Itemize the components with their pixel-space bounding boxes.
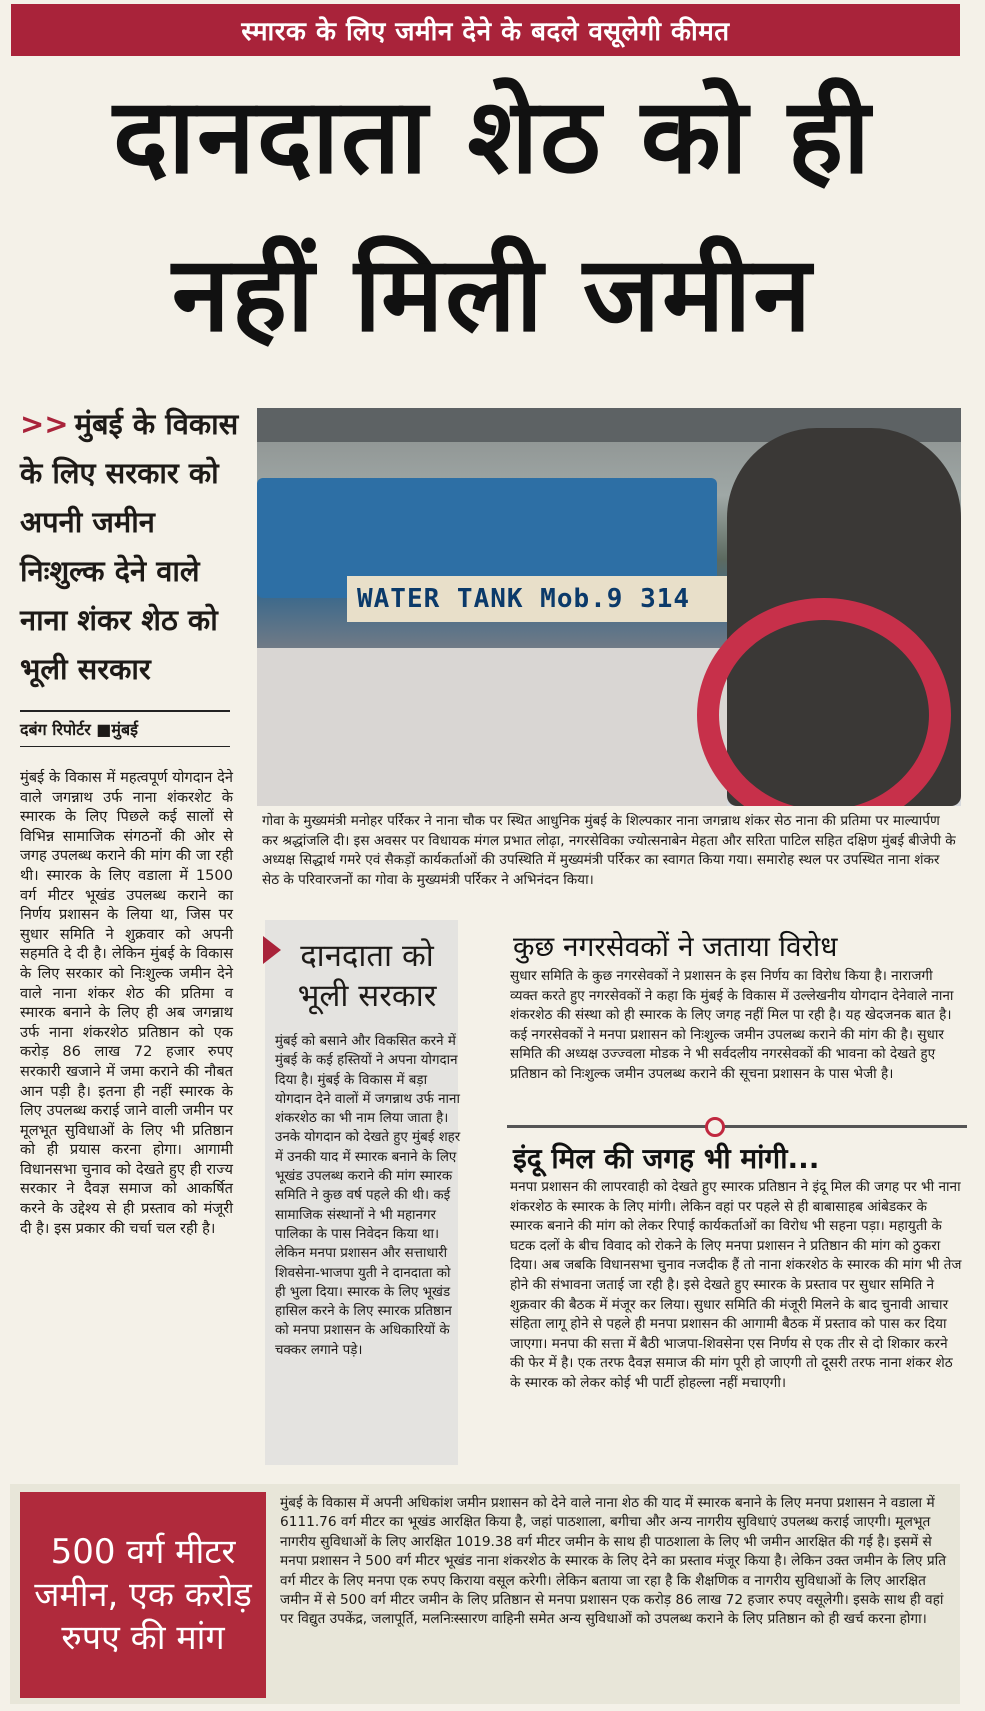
photo-crowd bbox=[257, 648, 727, 806]
bottom-highlight: 500 वर्ग मीटर जमीन, एक करोड़ रुपए की मांग bbox=[20, 1492, 266, 1698]
photo-tank-label: WATER TANK Mob.9 314 bbox=[347, 576, 797, 622]
photo-caption: गोवा के मुख्यमंत्री मनोहर पर्रिकर ने नाना चौक पर स्थित आधुनिक मुंबई के शिल्पकार नाना जगन्नाथ शंकर सेठ नाना की प्रतिमा पर माल्यार्पण कर श्रद्धांजलि दी। इस अवसर पर विधायक मंगल प्रभात लोढ़ा, नगरसेविका ज्योत्सनाबेन मेहता और सरिता पाटिल सहित दक्षिण मुंबई बीजेपी के अध्यक्ष सिद्धार्थ गमरे एवं सैकड़ों कार्यकर्ताओं की उपस्थिति में मुख्यमंत्री पर्रिकर का स्वागत किया गया। समारोह स्थल पर उपस्थित नाना शंकर सेठ के परिवारजनों का गोवा के मुख्यमंत्री पर्रिकर ने अभिनंदन किया। bbox=[262, 813, 956, 888]
section-1-title: कुछ नगरसेवकों ने जताया विरोध bbox=[513, 930, 838, 963]
bottom-body: मुंबई के विकास में अपनी अधिकांश जमीन प्रशासन को देने वाले नाना शेठ की याद में स्मारक बनाने के लिए मनपा प्रशासन ने वडाला में 6111.76 वर्ग मीटर का भूखंड आरक्षित किया है, जहां पाठशाला, बगीचा और अन्य नागरीय सुविधाएं उपलब्ध कराई जाएगी। मूलभूत नागरीय सुविधाओं के लिए आरक्षित 1019.38 वर्ग मीटर जमीन के साथ ही पाठशाला के लिए भी जमीन आरक्षित की गई है। इसमें से मनपा प्रशासन ने 500 वर्ग मीटर भूखंड नाना शंकरशेठ के स्मारक के लिए देने का प्रस्ताव मंजूर किया है। लेकिन उक्त जमीन के लिए प्रति वर्ग मीटर के लिए मनपा एक रुपए किराया वसूल करेगी। लेकिन बताया जा रहा है कि शैक्षणिक व नागरीय सुविधाओं के लिए आरक्षित जमीन में से 500 वर्ग मीटर जमीन के लिए प्रतिष्ठान से मनपा प्रशासन एक करोड़ 86 लाख 72 हजार रुपए वसूलेगी। इसके साथ ही वहां पर विद्युत उपकेंद्र, जलापूर्ति, मलनिःस्सारण वाहिनी समेत अन्य सुविधाओं को उपलब्ध कराने के लिए प्रतिष्ठान को ही खर्च करना होगा। bbox=[280, 1495, 946, 1628]
sidebar-body: मुंबई को बसाने और विकसित करने में मुंबई के कई हस्तियों ने अपना योगदान दिया है। मुंबई के विकास में बड़ा योगदान देने वालों में जगन्नाथ उर्फ नाना शंकरशेठ का भी नाम लिया जाता है। उनके योगदान को देखते हुए मुंबई शहर में उनकी याद में स्मारक बनाने के लिए भूखंड उपलब्ध कराने की मांग स्मारक समिति ने कुछ वर्ष पहले की थी। कई सामाजिक संस्थानों ने भी महानगर पालिका के पास निवेदन किया था। लेकिन मनपा प्रशासन और सत्ताधारी शिवसेना-भाजपा युती ने दानदाता को ही भुला दिया। स्मारक के लिए भूखंड हासिल करने के लिए स्मारक प्रतिष्ठान को मनपा प्रशासन के अधिकारियों के चक्कर लगाने पड़े। bbox=[275, 1034, 461, 1358]
deck bbox=[20, 400, 240, 694]
section-2-body: मनपा प्रशासन की लापरवाही को देखते हुए स्मारक प्रतिष्ठान ने इंदू मिल की जगह पर भी नाना शंकरशेठ के स्मारक के लिए मांगी। लेकिन वहां पर पहले से ही बाबासाहब आंबेडकर के स्मारक बनाने की मांग को लेकर रिपाई कार्यकर्ताओं का विरोध भी सहना पड़ा। महायुती के घटक दलों के बीच विवाद को रोकने के लिए मनपा प्रशासन ने प्रतिष्ठान की मांग को ठुकरा दिया। अब जबकि विधानसभा चुनाव नजदीक हैं तो नाना शंकरशेठ के स्मारक की मांग भी तेज होने की संभावना जताई जा रही है। इसे देखते हुए स्मारक के प्रस्ताव पर सुधार समिति ने शुक्रवार की बैठक में मंजूर कर लिया। सुधार समिति की मंजूरी मिलने के बाद चुनावी आचार संहिता लागू होने से पहले ही मनपा प्रशासन की आगामी बैठक में प्रस्ताव को पास कर दिया जाएगा। मनपा की सत्ता में बैठी भाजपा-शिवसेना एस निर्णय से एक तीर से दो शिकार करने की फेर में है। एक तरफ दैवज्ञ समाज की मांग पूरी हो जाएगी तो दूसरी तरफ नाना शंकर शेठ के स्मारक को लेकर कोई भी पार्टी होहल्ला नहीं मचाएगी। bbox=[510, 1179, 962, 1391]
divider-ring-icon bbox=[705, 1117, 725, 1137]
deck-arrow-icon: >> bbox=[20, 407, 69, 441]
section-divider bbox=[507, 1125, 967, 1128]
news-photo bbox=[257, 408, 961, 806]
headline-line-1: दानदाता शेठ को ही bbox=[113, 75, 872, 197]
byline: दबंग रिपोर्टर ■मुंबई bbox=[20, 710, 230, 747]
section-1-body: सुधार समिति के कुछ नगरसेवकों ने प्रशासन के इस निर्णय का विरोध किया है। नाराजगी व्यक्त करते हुए नगरसेवकों ने कहा कि मुंबई के विकास में उल्लेखनीय योगदान देनेवाले नाना शंकरशेठ की संस्था को ही स्मारक के लिए जगह नहीं मिल पा रही है। यह खेदजनक बात है। कई नगरसेवकों ने मनपा प्रशासन को निःशुल्क जमीन उपलब्ध कराने की मांग की है। सुधार समिति की अध्यक्ष उज्ज्वला मोडक ने भी सर्वदलीय नगरसेवकों की भावना को देखते हुए प्रतिष्ठान को निःशुल्क जमीन उपलब्ध कराने की सूचना प्रशासन के पास भेजी है। bbox=[510, 968, 954, 1082]
article-body-left: मुंबई के विकास में महत्वपूर्ण योगदान देने वाले जगन्नाथ उर्फ नाना शंकरशेट के स्मारक के लिए पिछले कई सालों से विभिन्न सामाजिक संगठनों की ओर से जगह उपलब्ध कराने की मांग की जा रही थी। स्मारक के लिए वडाला में 1500 वर्ग मीटर भूखंड उपलब्ध कराने का निर्णय प्रशासन के लिया था, जिस पर सुधार समिति ने शुक्रवार को अपनी सहमति दे दी है। लेकिन मुंबई के विकास के लिए सरकार को निःशुल्क जमीन देने वाले नाना शंकर शेठ की प्रतिमा व स्मारक बनाने के लिए ही अब जगन्नाथ उर्फ नाना शंकरशेठ प्रतिष्ठान को एक करोड़ 86 लाख 72 हजार रुपए सरकारी खजाने में जमा कराने की नौबत आन पड़ी है। इतना ही नहीं स्मारक के लिए उपलब्ध कराई जाने वाली जमीन पर मूलभूत सुविधाओं के लिए भी प्रतिष्ठान को ही प्रयास करना होगा। आगामी विधानसभा चुनाव को देखते हुए ही राज्य सरकार ने दैवज्ञ समाज को आकर्षित करने के उद्देश्य से ही प्रस्ताव को मंजूरी दी है। इस प्रकार की चर्चा चल रही है। bbox=[20, 769, 233, 1237]
headline-line-2: नहीं मिली जमीन bbox=[172, 233, 813, 355]
kicker-banner: स्मारक के लिए जमीन देने के बदले वसूलेगी कीमत bbox=[11, 4, 960, 56]
section-2-title: इंदू मिल की जगह भी मांगी... bbox=[513, 1142, 820, 1175]
deck-text: मुंबई के विकास के लिए सरकार को अपनी जमीन निःशुल्क देने वाले नाना शंकर शेठ को भूली सरकार bbox=[20, 407, 239, 686]
sidebar-title: दानदाता को भूली सरकार bbox=[297, 938, 437, 1014]
